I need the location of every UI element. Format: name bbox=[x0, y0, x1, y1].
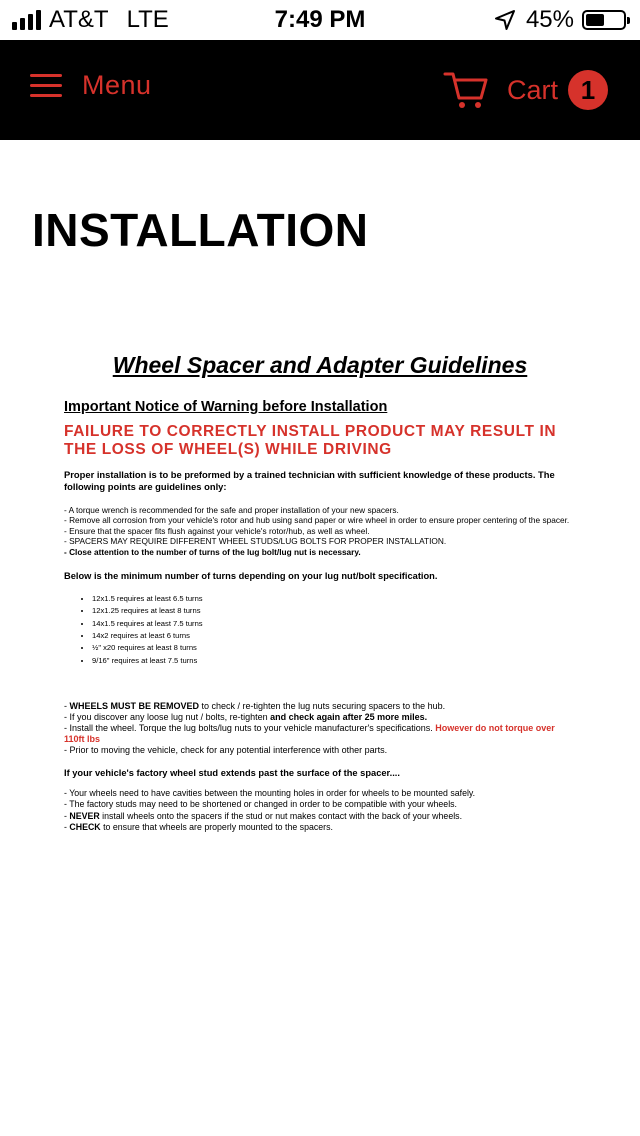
line-text: - Install the wheel. Torque the lug bolts/lug nuts to your vehicle manufacturer's specifications. bbox=[64, 722, 436, 733]
line-prefix: - bbox=[64, 700, 70, 711]
document-title: Wheel Spacer and Adapter Guidelines bbox=[112, 352, 528, 378]
site-header bbox=[0, 40, 640, 140]
emphasis-text: and check again after 25 more miles. bbox=[270, 711, 428, 722]
turns-item: • 12x1.25 requires at least 8 turns bbox=[92, 605, 576, 617]
guideline-item-bold: - Close attention to the number of turns of the lug bolt/lug nut is necessary. bbox=[64, 546, 361, 557]
cart-button[interactable] bbox=[443, 70, 608, 110]
emphasis-text: WHEELS MUST BE REMOVED bbox=[69, 700, 200, 711]
status-bar-time: 7:49 PM bbox=[274, 6, 366, 33]
line-text: install wheels onto the spacers if the stud or nut makes contact with the back of your wheels. bbox=[99, 810, 463, 821]
turns-item: • 12x1.5 requires at least 6.5 turns bbox=[92, 593, 576, 605]
cart-label: Cart bbox=[506, 74, 558, 105]
intro-text: Proper installation is to be preformed by a trained technician with sufficient knowledge of these products. The following points are guidelines only: bbox=[64, 469, 555, 492]
turns-item: • ½" x20 requires at least 8 turns bbox=[92, 642, 576, 654]
shopping-cart-icon bbox=[443, 70, 489, 110]
instruction-line bbox=[64, 712, 576, 723]
instruction-line: - The factory studs may need to be shortened or changed in order to be compatible with your wheels. bbox=[64, 799, 457, 810]
turns-item: • 9/16" requires at least 7.5 turns bbox=[92, 655, 576, 667]
line-prefix: - bbox=[64, 810, 70, 821]
cart-count-badge: 1 bbox=[568, 70, 608, 110]
emphasis-text: CHECK bbox=[69, 822, 101, 833]
instruction-line: - Your wheels need to have cavities between the mounting holes in order for wheels to be mounted safely. bbox=[64, 787, 476, 798]
page-title: INSTALLATION bbox=[32, 204, 369, 256]
location-arrow-icon bbox=[494, 9, 516, 31]
instruction-line bbox=[64, 822, 576, 833]
guidelines-list bbox=[64, 505, 576, 557]
menu-label: Menu bbox=[82, 70, 152, 100]
battery-percent: 45% bbox=[525, 6, 574, 33]
turns-item: • 14x1.5 requires at least 7.5 turns bbox=[92, 618, 576, 630]
line-prefix: - bbox=[64, 822, 70, 833]
guideline-item: - SPACERS MAY REQUIRE DIFFERENT WHEEL STUDS/LUG BOLTS FOR PROPER INSTALLATION. bbox=[64, 536, 447, 547]
stud-instructions bbox=[64, 788, 576, 834]
guideline-item: - Ensure that the spacer fits flush against your vehicle's rotor/hub, as well as wheel. bbox=[64, 525, 370, 536]
warning-text: FAILURE TO CORRECTLY INSTALL PRODUCT MAY RESULT IN THE LOSS OF WHEEL(S) WHILE DRIVING bbox=[64, 423, 557, 458]
guideline-item: - Remove all corrosion from your vehicle's rotor and hub using sand paper or wire wheel in order to ensure proper centering of the spacer. bbox=[64, 515, 570, 526]
notice-heading: Important Notice of Warning before Installation bbox=[64, 399, 388, 415]
guidelines-document bbox=[64, 352, 576, 833]
hamburger-icon bbox=[30, 72, 62, 100]
post-install-instructions bbox=[64, 701, 576, 756]
instruction-line bbox=[64, 811, 576, 822]
stud-extension-heading: If your vehicle's factory wheel stud extends past the surface of the spacer.... bbox=[64, 767, 400, 778]
status-bar-right bbox=[494, 6, 626, 34]
emphasis-text: NEVER bbox=[69, 810, 100, 821]
turns-item: • 14x2 requires at least 6 turns bbox=[92, 630, 576, 642]
battery-icon bbox=[582, 10, 626, 30]
instruction-line bbox=[64, 723, 576, 745]
instruction-line: - Prior to moving the vehicle, check for any potential interference with other parts. bbox=[64, 744, 388, 755]
line-text: - If you discover any loose lug nut / bolts, re-tighten bbox=[64, 711, 271, 722]
torque-warning: However do not torque over 110ft lbs bbox=[64, 722, 555, 744]
turns-list bbox=[64, 593, 576, 667]
line-text: to check / re-tighten the lug nuts securing spacers to the hub. bbox=[199, 700, 446, 711]
carrier-label: AT&T bbox=[49, 6, 109, 33]
network-label: LTE bbox=[126, 6, 169, 33]
instruction-line bbox=[64, 701, 576, 712]
min-turns-heading: Below is the minimum number of turns depending on your lug nut/bolt specification. bbox=[64, 571, 438, 582]
menu-button[interactable] bbox=[30, 70, 152, 101]
status-bar bbox=[0, 0, 640, 40]
guideline-item: - A torque wrench is recommended for the safe and proper installation of your new spacers. bbox=[64, 505, 399, 515]
line-text: to ensure that wheels are properly mounted to the spacers. bbox=[100, 822, 333, 833]
